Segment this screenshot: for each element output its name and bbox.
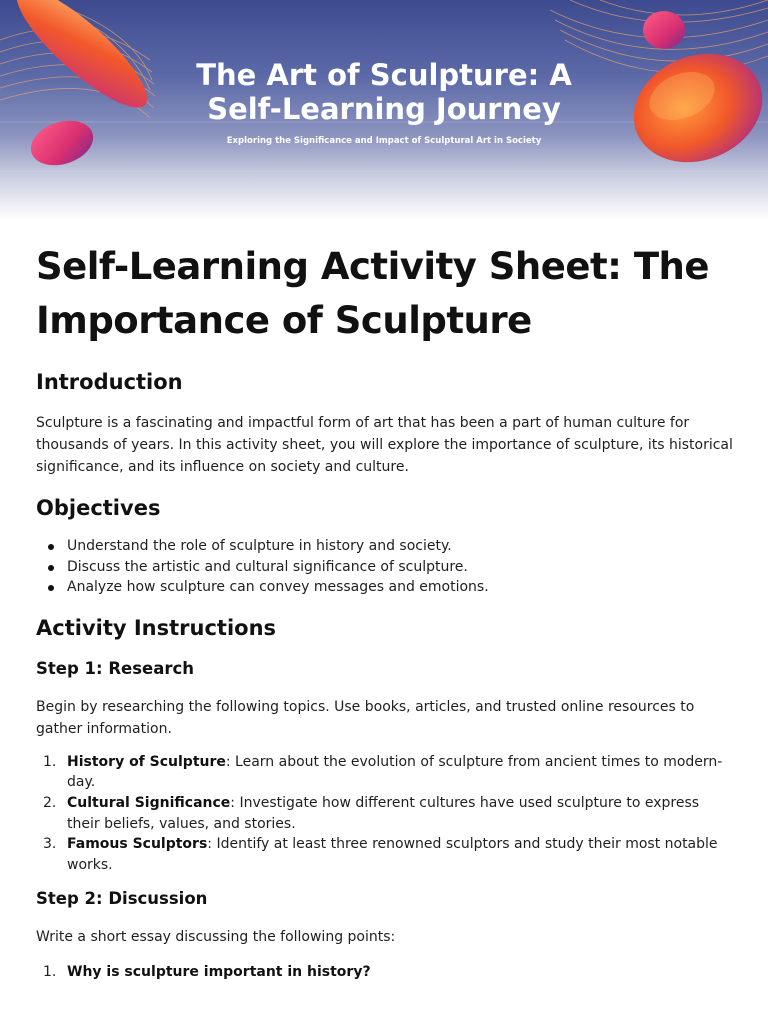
introduction-text: Sculpture is a fascinating and impactful form of art that has been a part of human culture for thousands of years. In this activity sheet, you will explore the importance of sculpture, its historical significance, and its influence on society and culture. [36,415,733,475]
banner-title-line-2: Self-Learning Journey [207,92,561,126]
bullet-icon [48,544,54,550]
step1-heading: Step 1: Research [36,658,195,678]
step1-text: Begin by researching the following topics. Use books, articles, and trusted online resources to gather information. [36,698,695,737]
list-item: 1. History of Sculpture: Learn about the evolution of sculpture from ancient times to modern-day. [43,753,723,791]
introduction-heading: Introduction [36,370,183,394]
banner-subtitle: Exploring the Significance and Impact of Sculptural Art in Society [226,136,542,146]
research-topics-list [36,752,736,876]
banner-title [0,58,768,126]
objectives-list [36,536,736,598]
bullet-icon [48,565,54,571]
list-item: Analyze how sculpture can convey messages and emotions. [36,577,736,598]
step2-text: Write a short essay discussing the following points: [36,928,396,945]
banner-title-line-1: The Art of Sculpture: A [196,58,572,92]
list-item: 3. Famous Sculptors: Identify at least three renowned sculptors and study their most notable works. [43,836,718,874]
bullet-icon [48,585,54,591]
header-banner [0,0,768,220]
list-item: Understand the role of sculpture in history and society. [36,536,736,557]
objectives-heading: Objectives [36,496,161,520]
page-title: Self-Learning Activity Sheet: The Importance of Sculpture [36,245,709,342]
discussion-points-list [36,962,736,983]
document-body [36,240,736,982]
pebble-shape-right [643,11,685,49]
list-item: 1. Why is sculpture important in history? [43,963,371,980]
list-item: Discuss the artistic and cultural significance of sculpture. [36,557,736,578]
activity-instructions-heading: Activity Instructions [36,615,277,640]
step2-heading: Step 2: Discussion [36,888,208,908]
list-item: 2. Cultural Significance: Investigate how different cultures have used sculpture to express their beliefs, values, and stories. [43,794,700,832]
